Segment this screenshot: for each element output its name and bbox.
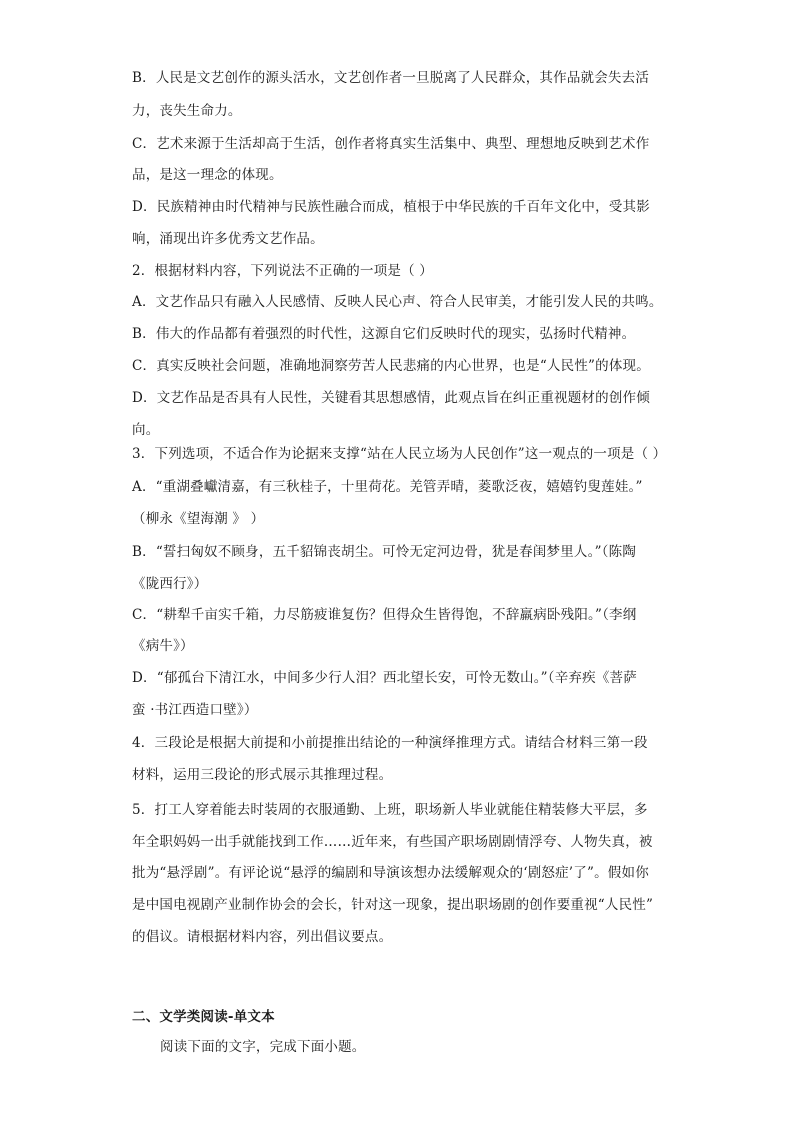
text-line: C．艺术来源于生活却高于生活，创作者将真实生活集中、典型、理想地反映到艺术作 xyxy=(132,136,650,152)
section-instruction: 阅读下面的文字，完成下面小题。 xyxy=(160,1039,366,1055)
text-line: 向。 xyxy=(132,422,160,438)
text-line: C．“耕犁千亩实千箱，力尽筋疲谁复伤？但得众生皆得饱，不辞羸病卧残阳。”（李纲 xyxy=(132,607,637,623)
text-line: （柳永《望海潮 》 ） xyxy=(132,511,265,527)
text-line: C．真实反映社会问题，准确地洞察劳苦人民悲痛的内心世界，也是“人民性”的体现。 xyxy=(132,358,650,374)
question-4: 4．三段论是根据大前提和小前提推出结论的一种演绎推理方式。请结合材料三第一段 xyxy=(132,735,648,751)
text-line: 《陇西行》） xyxy=(132,576,208,592)
question-5: 5．打工人穿着能去时装周的衣服通勤、上班，职场新人毕业就能住精装修大平层，多 xyxy=(132,802,648,818)
text-line: D．民族精神由时代精神与民族性融合而成，植根于中华民族的千百年文化中，受其影 xyxy=(132,199,650,215)
text-line: 《病牛》） xyxy=(132,638,194,654)
text-line: 材料，运用三段论的形式展示其推理过程。 xyxy=(132,767,393,783)
text-line: 蛮 ·书江西造口壁》） xyxy=(132,702,258,718)
text-line: D．“郁孤台下清江水，中间多少行人泪？西北望长安，可怜无数山。”（辛弃疾《菩萨 xyxy=(132,670,637,686)
question-2: 2．根据材料内容，下列说法不正确的一项是（ ） xyxy=(132,263,433,279)
text-line: A．文艺作品只有融入人民感情、反映人民心声、符合人民审美，才能引发人民的共鸣。 xyxy=(132,294,663,310)
text-line: B．伟大的作品都有着强烈的时代性，这源自它们反映时代的现实，弘扬时代精神。 xyxy=(132,326,636,342)
text-line: 年全职妈妈一出手就能找到工作……近年来，有些国产职场剧剧情浮夸、人物失真，被 xyxy=(132,834,653,850)
text-line: 批为“悬浮剧”。有评论说“悬浮的编剧和导演该想办法缓解观众的‘剧怒症’了”。假如你 xyxy=(132,865,649,881)
text-line: 的倡议。请根据材料内容，列出倡议要点。 xyxy=(132,929,393,945)
text-line: D．文艺作品是否具有人民性，关键看其思想感情，此观点旨在纠正重视题材的创作倾 xyxy=(132,390,650,406)
text-line: B．人民是文艺创作的源头活水，文艺创作者一旦脱离了人民群众，其作品就会失去活 xyxy=(132,70,650,86)
text-line: 是中国电视剧产业制作协会的会长，针对这一现象，提出职场剧的创作要重视“人民性” xyxy=(132,897,654,913)
question-3: 3．下列选项，不适合作为论据来支撑“站在人民立场为人民创作”这一观点的一项是（ ） xyxy=(132,446,667,462)
text-line: B．“誓扫匈奴不顾身，五千貂锦丧胡尘。可怜无定河边骨，犹是春闺梦里人。”（陈陶 xyxy=(132,544,637,560)
text-line: 力，丧失生命力。 xyxy=(132,103,242,119)
section-heading: 二、文学类阅读-单文本 xyxy=(132,1009,275,1025)
text-line: 品，是这一理念的体现。 xyxy=(132,167,283,183)
text-line: 响，涌现出许多优秀文艺作品。 xyxy=(132,231,324,247)
text-line: A．“重湖叠巘清嘉，有三秋桂子，十里荷花。羌管弄晴，菱歌泛夜，嬉嬉钓叟莲娃。” xyxy=(132,479,643,495)
